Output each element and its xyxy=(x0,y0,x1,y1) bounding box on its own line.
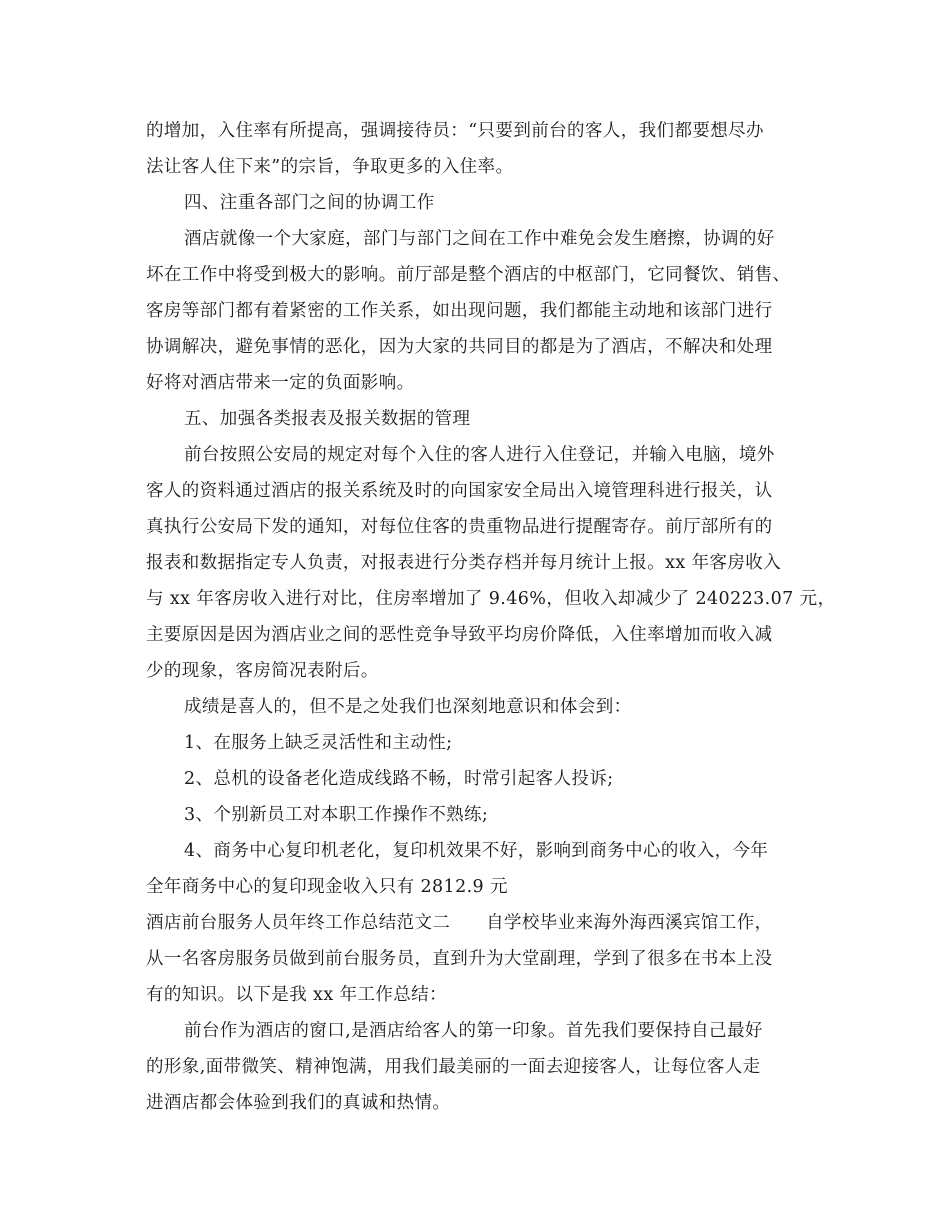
paragraph-line: 的增加，入住率有所提高，强调接待员：“只要到前台的客人，我们都要想尽办 xyxy=(146,121,764,141)
paragraph-line: 全年商务中心的复印现金收入只有 2812.9 元 xyxy=(146,877,508,897)
paragraph-line: 法让客人住下来”的宗旨，争取更多的入住率。 xyxy=(146,157,514,177)
paragraph-line: 报表和数据指定专人负责，对报表进行分类存档并每月统计上报。xx 年客房收入 xyxy=(146,553,782,573)
list-item: 4、商务中心复印机老化，复印机效果不好，影响到商务中心的收入，今年 xyxy=(184,841,769,861)
paragraph-line: 成绩是喜人的，但不是之处我们也深刻地意识和体会到： xyxy=(184,697,632,717)
paragraph-line: 酒店前台服务人员年终工作总结范文二 自学校毕业来海外海西溪宾馆工作， xyxy=(146,913,773,933)
paragraph-line: 客人的资料通过酒店的报关系统及时的向国家安全局出入境管理科进行报关，认 xyxy=(146,481,773,501)
paragraph-line: 前台作为酒店的窗口,是酒店给客人的第一印象。首先我们要保持自己最好 xyxy=(184,1021,763,1041)
paragraph-line: 前台按照公安局的规定对每个入住的客人进行入住登记，并输入电脑，境外 xyxy=(184,445,775,465)
paragraph-line: 从一名客房服务员做到前台服务员，直到升为大堂副理，学到了很多在书本上没 xyxy=(146,949,773,969)
paragraph-line: 真执行公安局下发的通知，对每位住客的贵重物品进行提醒寄存。前厅部所有的 xyxy=(146,517,773,537)
paragraph-line: 客房等部门都有着紧密的工作关系，如出现问题，我们都能主动地和该部门进行 xyxy=(146,301,773,321)
list-item: 1、在服务上缺乏灵活性和主动性; xyxy=(184,733,453,753)
paragraph-line: 协调解决，避免事情的恶化，因为大家的共同目的都是为了酒店，不解决和处理 xyxy=(146,337,773,357)
paragraph-line: 坏在工作中将受到极大的影响。前厅部是整个酒店的中枢部门，它同餐饮、销售、 xyxy=(146,265,791,285)
paragraph-line: 少的现象，客房简况表附后。 xyxy=(146,661,379,681)
list-item: 3、个别新员工对本职工作操作不熟练; xyxy=(184,805,489,825)
paragraph-line: 与 xx 年客房收入进行对比，住房率增加了 9.46%，但收入却减少了 240223.07 元， xyxy=(146,589,836,609)
section-heading: 五、加强各类报表及报关数据的管理 xyxy=(184,409,471,429)
paragraph-line: 主要原因是因为酒店业之间的恶性竞争导致平均房价降低，入住率增加而收入减 xyxy=(146,625,773,645)
section-heading: 四、注重各部门之间的协调工作 xyxy=(184,193,435,213)
paragraph-line: 酒店就像一个大家庭，部门与部门之间在工作中难免会发生磨擦，协调的好 xyxy=(184,229,775,249)
list-item: 2、总机的设备老化造成线路不畅，时常引起客人投诉; xyxy=(184,769,614,789)
paragraph-line: 好将对酒店带来一定的负面影响。 xyxy=(146,373,415,393)
paragraph-line: 的形象,面带微笑、精神饱满，用我们最美丽的一面去迎接客人，让每位客人走 xyxy=(146,1057,761,1077)
paragraph-line: 进酒店都会体验到我们的真诚和热情。 xyxy=(146,1093,451,1113)
paragraph-line: 有的知识。以下是我 xx 年工作总结： xyxy=(146,985,447,1005)
